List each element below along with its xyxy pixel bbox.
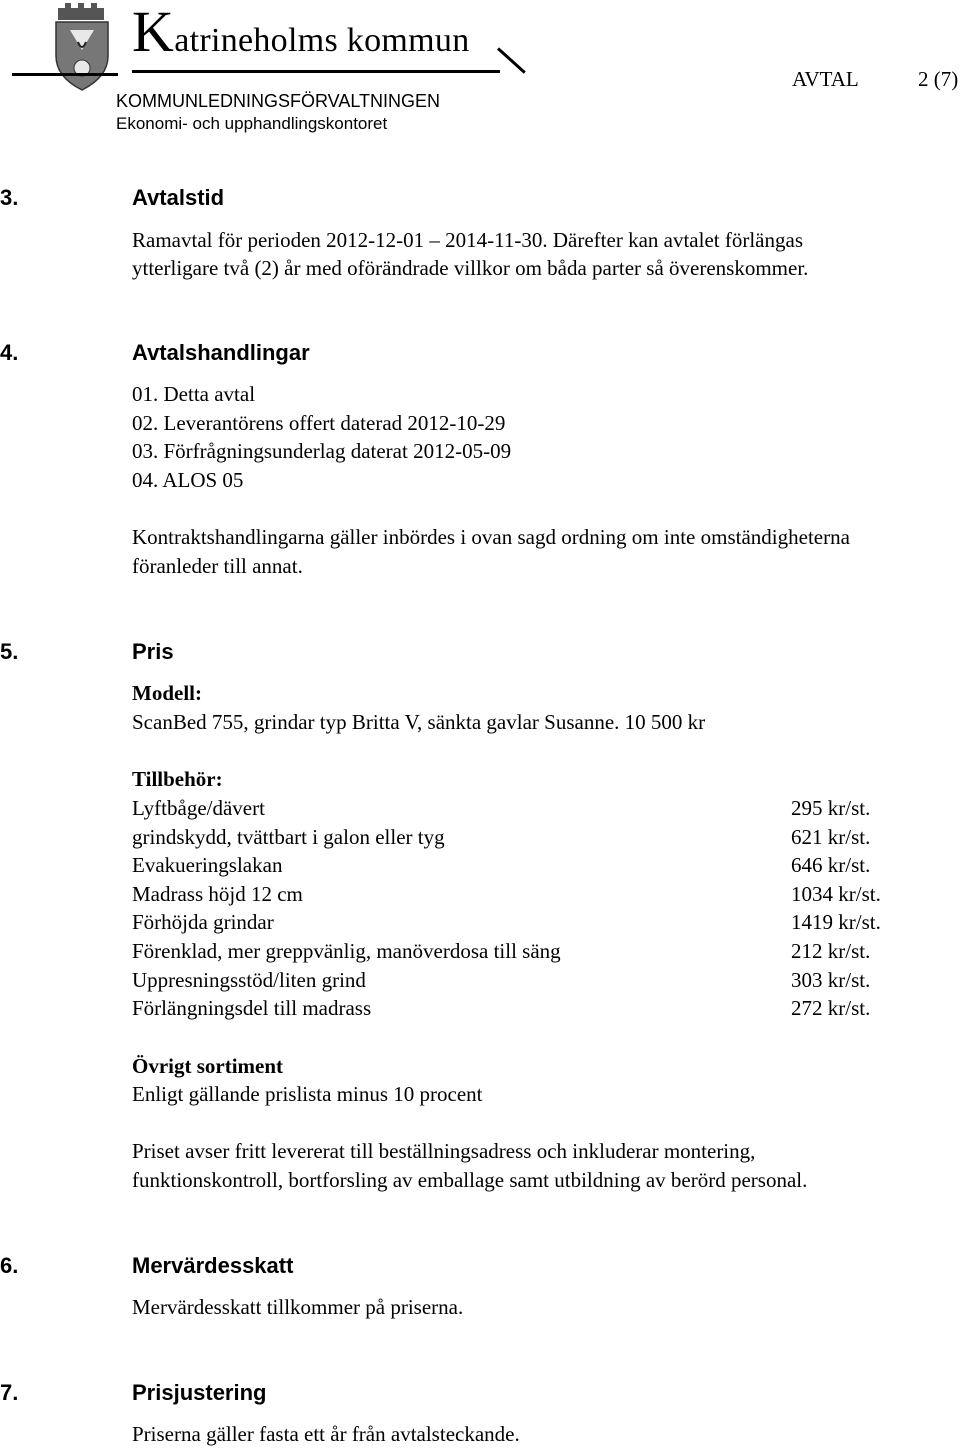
accessory-price: 646 kr/st.: [791, 853, 871, 877]
document-list-item: 03. Förfrågningsunderlag daterat 2012-05-09: [132, 439, 512, 463]
wordmark-slash: [497, 47, 526, 73]
office-name: Ekonomi- och upphandlingskontoret: [116, 114, 388, 133]
accessory-price: 212 kr/st.: [791, 939, 871, 963]
model-heading: Modell:: [132, 681, 202, 705]
section-title: Avtalstid: [132, 185, 225, 210]
accessory-price: 272 kr/st.: [791, 996, 871, 1020]
municipality-crest-icon: [50, 2, 114, 92]
document-type: AVTAL: [792, 67, 859, 91]
document-list-item: 02. Leverantörens offert daterad 2012-10-29: [132, 411, 506, 435]
paragraph-line: Priset avser fritt levererat till beställningsadress och inkluderar montering,: [132, 1139, 756, 1163]
wordmark-underline: [132, 70, 500, 73]
paragraph-line: Ramavtal för perioden 2012-12-01 – 2014-11-30. Därefter kan avtalet förlängas: [132, 228, 803, 252]
accessory-price: 295 kr/st.: [791, 796, 871, 820]
department-name: KOMMUNLEDNINGSFÖRVALTNINGEN: [116, 91, 441, 111]
accessory-name: Lyftbåge/dävert: [132, 796, 265, 820]
section-title: Avtalshandlingar: [132, 340, 310, 365]
section-number: 5.: [0, 639, 19, 664]
section-title: Mervärdesskatt: [132, 1253, 294, 1278]
accessory-price: 621 kr/st.: [791, 825, 871, 849]
paragraph-line: ytterligare två (2) år med oförändrade villkor om båda parter så överenskommer.: [132, 256, 809, 280]
accessory-name: Förlängningsdel till madrass: [132, 996, 372, 1020]
section-number: 7.: [0, 1380, 19, 1405]
paragraph-line: Kontraktshandlingarna gäller inbördes i ovan sagd ordning om inte omständigheterna: [132, 525, 850, 549]
municipality-wordmark: Katrineholms kommun: [132, 0, 470, 64]
accessory-name: Förenklad, mer greppvänlig, manöverdosa till säng: [132, 939, 561, 963]
section-number: 6.: [0, 1253, 19, 1278]
document-list-item: 01. Detta avtal: [132, 382, 256, 406]
page-number: 2 (7): [918, 67, 959, 91]
accessory-name: Evakueringslakan: [132, 853, 283, 877]
other-assortment-line: Enligt gällande prislista minus 10 procent: [132, 1082, 483, 1106]
paragraph-line: funktionskontroll, bortforsling av emballage samt utbildning av berörd personal.: [132, 1168, 808, 1192]
model-line: ScanBed 755, grindar typ Britta V, sänkta gavlar Susanne. 10 500 kr: [132, 710, 706, 734]
header-rule: [12, 73, 118, 76]
paragraph-line: Priserna gäller fasta ett år från avtalsteckande.: [132, 1422, 520, 1446]
accessory-price: 1034 kr/st.: [791, 882, 881, 906]
accessories-heading: Tillbehör:: [132, 767, 223, 791]
paragraph-line: föranleder till annat.: [132, 554, 303, 578]
section-number: 4.: [0, 340, 19, 365]
section-title: Prisjustering: [132, 1380, 267, 1405]
document-list-item: 04. ALOS 05: [132, 468, 244, 492]
paragraph-line: Mervärdesskatt tillkommer på priserna.: [132, 1295, 464, 1319]
accessory-name: grindskydd, tvättbart i galon eller tyg: [132, 825, 445, 849]
section-title: Pris: [132, 639, 174, 664]
accessory-name: Förhöjda grindar: [132, 910, 274, 934]
accessory-name: Uppresningsstöd/liten grind: [132, 968, 366, 992]
accessory-price: 1419 kr/st.: [791, 910, 881, 934]
accessory-price: 303 kr/st.: [791, 968, 871, 992]
accessory-name: Madrass höjd 12 cm: [132, 882, 303, 906]
section-number: 3.: [0, 185, 19, 210]
other-assortment-heading: Övrigt sortiment: [132, 1054, 284, 1078]
